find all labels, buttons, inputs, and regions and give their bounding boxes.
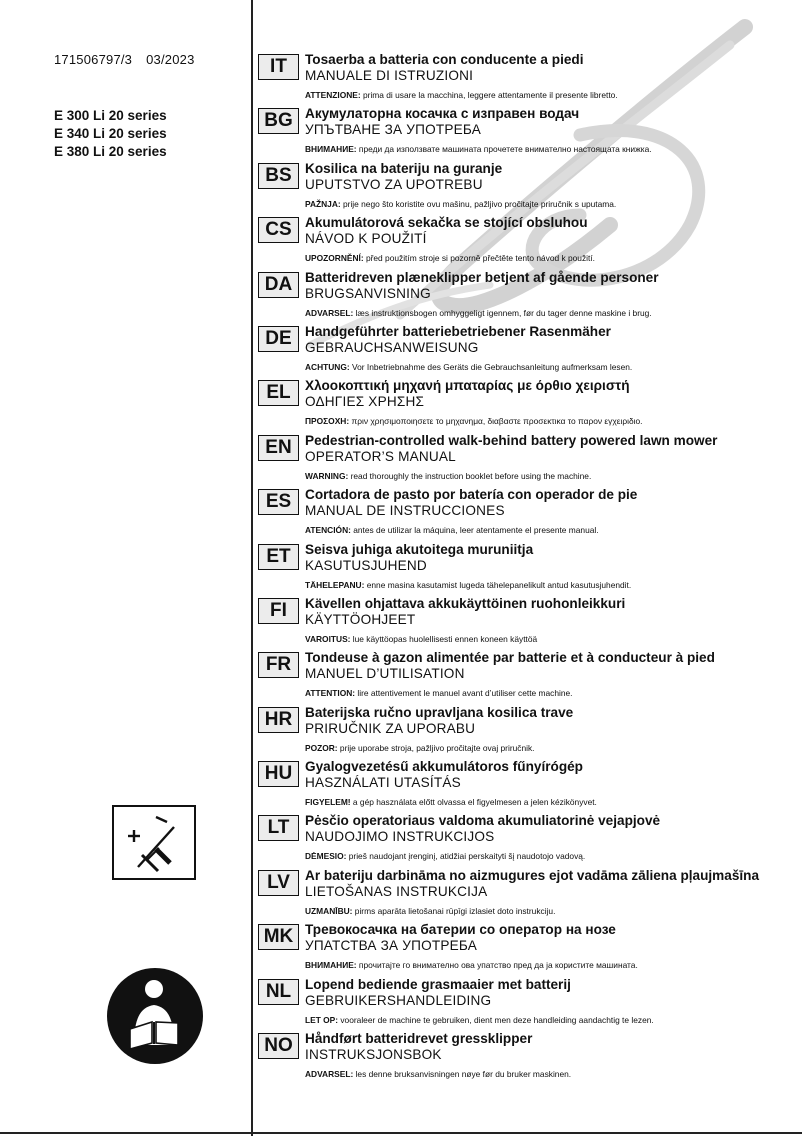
language-entry bbox=[258, 542, 798, 596]
warning-text: Vor Inbetriebnahme des Geräts die Gebrauchsanleitung aufmerksam lesen. bbox=[349, 361, 633, 372]
language-entry bbox=[258, 596, 798, 650]
warning-line bbox=[305, 1015, 654, 1026]
warning-text: прочитајте го внимателно ова упатство пред да ја користите машината. bbox=[356, 960, 638, 971]
language-entry bbox=[258, 813, 798, 867]
warning-label: FIGYELEM! bbox=[305, 797, 351, 808]
product-title: Gyalogvezetésű akkumulátoros fűnyírógép bbox=[305, 759, 583, 775]
language-code-box: DE bbox=[258, 326, 299, 352]
language-entry bbox=[258, 433, 798, 487]
language-entry bbox=[258, 650, 798, 704]
warning-line bbox=[305, 906, 555, 917]
warning-line bbox=[305, 471, 591, 482]
warning-text: преди да използвате машината прочетете внимателно настоящата книжка. bbox=[356, 144, 652, 155]
warning-text: prije uporabe stroja, pažljivo pročitajte ovaj priručnik. bbox=[337, 742, 535, 753]
warning-text: πριν χρησιμοποιησετε το μηχανημα, διαβαστε προσεκτικα το παρον εγχειριδιο. bbox=[349, 416, 643, 427]
language-code-box: HU bbox=[258, 761, 299, 787]
warning-line bbox=[305, 144, 652, 155]
bottom-divider bbox=[0, 1132, 802, 1134]
warning-label: PAŽNJA: bbox=[305, 198, 341, 209]
language-entry bbox=[258, 378, 798, 432]
manual-title: MANUALE DI ISTRUZIONI bbox=[305, 68, 474, 83]
language-entry bbox=[258, 705, 798, 759]
manual-title: KÄYTTÖOHJEET bbox=[305, 611, 416, 627]
warning-label: ADVARSEL: bbox=[305, 307, 354, 318]
warning-label: ACHTUNG: bbox=[305, 361, 350, 372]
language-code-box: EL bbox=[258, 380, 299, 406]
warning-line bbox=[305, 743, 535, 754]
manual-title: PRIRUČNIK ZA UPORABU bbox=[305, 720, 476, 736]
warning-text: prieš naudojant įrenginį, atidžiai perskaityti šį naudotojo vadovą. bbox=[346, 851, 586, 862]
language-entry bbox=[258, 868, 798, 922]
language-code-box: BS bbox=[258, 163, 299, 189]
manual-title: УПЪТВАНЕ ЗА УПОТРЕБА bbox=[305, 122, 481, 138]
warning-line bbox=[305, 851, 585, 862]
language-entry bbox=[258, 922, 798, 976]
warning-label: UZMANĪBU: bbox=[305, 905, 353, 916]
language-code-box: FI bbox=[258, 598, 299, 624]
manual-title: MANUEL D’UTILISATION bbox=[305, 666, 465, 682]
warning-label: WARNING: bbox=[305, 470, 349, 481]
product-title: Håndført batteridrevet gressklipper bbox=[305, 1031, 533, 1047]
product-title: Kosilica na bateriju na guranje bbox=[305, 160, 503, 176]
document-code-line bbox=[54, 52, 209, 67]
warning-text: læs instruktionsbogen omhyggeligt igennem, før du tager denne maskine i brug. bbox=[353, 307, 652, 318]
language-entry bbox=[258, 52, 798, 106]
language-code-box: NO bbox=[258, 1033, 299, 1059]
warning-label: ADVARSEL: bbox=[305, 1069, 354, 1080]
language-code-box: LT bbox=[258, 815, 299, 841]
warning-line bbox=[305, 199, 616, 210]
warning-text: enne masina kasutamist lugeda tähelepanelikult antud kasutusjuhendit. bbox=[364, 579, 632, 590]
product-title: Ar bateriju darbināma no aizmugures ejot vadāma zāliena pļaujmašīna bbox=[305, 867, 760, 883]
language-code-box: DA bbox=[258, 272, 299, 298]
manual-title: OPERATOR’S MANUAL bbox=[305, 448, 456, 464]
manual-title: INSTRUKSJONSBOK bbox=[305, 1047, 442, 1063]
language-entry bbox=[258, 161, 798, 215]
manual-title: UPUTSTVO ZA UPOTREBU bbox=[305, 176, 483, 192]
product-title: Handgeführter batteriebetriebener Rasenmäher bbox=[305, 323, 611, 339]
language-code-box: ES bbox=[258, 489, 299, 515]
read-manual-icon bbox=[106, 967, 204, 1065]
warning-line bbox=[305, 253, 595, 264]
product-title: Lopend bediende grasmaaier met batterij bbox=[305, 976, 571, 992]
warning-text: antes de utilizar la máquina, leer atentamente el presente manual. bbox=[350, 525, 599, 536]
warning-label: TÄHELEPANU: bbox=[305, 579, 365, 590]
warning-line bbox=[305, 362, 632, 373]
language-code-box: EN bbox=[258, 435, 299, 461]
warning-label: ATENCIÓN: bbox=[305, 525, 351, 536]
warning-label: UPOZORNĚNÍ: bbox=[305, 253, 364, 264]
warning-line bbox=[305, 960, 638, 971]
language-entry bbox=[258, 106, 798, 160]
language-code-box: CS bbox=[258, 217, 299, 243]
warning-label: DĖMESIO: bbox=[305, 851, 347, 862]
language-code-box: NL bbox=[258, 979, 299, 1005]
manual-title: УПАТСТВА ЗА УПОТРЕБА bbox=[305, 938, 478, 954]
product-title: Batteridreven plæneklipper betjent af gående personer bbox=[305, 269, 659, 285]
language-entry bbox=[258, 759, 798, 813]
manual-title: BRUGSANVISNING bbox=[305, 285, 431, 301]
manual-title: NAUDOJIMO INSTRUKCIJOS bbox=[305, 829, 495, 845]
document-code: 171506797/3 bbox=[54, 52, 133, 67]
warning-label: POZOR: bbox=[305, 742, 338, 753]
product-title: Pedestrian-controlled walk-behind battery powered lawn mower bbox=[305, 432, 718, 448]
warning-line bbox=[305, 688, 573, 699]
manual-title: ΟΔΗΓΙΕΣ ΧΡΗΣΗΣ bbox=[305, 394, 425, 410]
manual-title: KASUTUSJUHEND bbox=[305, 557, 427, 573]
manual-title: GEBRUIKERSHANDLEIDING bbox=[305, 992, 492, 1008]
warning-line bbox=[305, 580, 631, 591]
language-entry bbox=[258, 215, 798, 269]
language-code-box: IT bbox=[258, 54, 299, 80]
model-list bbox=[54, 107, 167, 161]
warning-label: ВНИМАНИЕ: bbox=[305, 144, 357, 155]
warning-text: vooraleer de machine te gebruiken, dient men deze handleiding aandachtig te lezen. bbox=[338, 1014, 654, 1025]
product-title: Akumulátorová sekačka se stojící obsluhou bbox=[305, 215, 588, 231]
language-code-box: HR bbox=[258, 707, 299, 733]
warning-text: a gép használata előtt olvassa el figyelmesen a jelen kézikönyvet. bbox=[350, 797, 597, 808]
warning-line bbox=[305, 797, 597, 808]
warning-label: ATTENZIONE: bbox=[305, 90, 361, 100]
product-title: Tosaerba a batteria con conducente a piedi bbox=[305, 52, 584, 67]
warning-line bbox=[305, 1069, 571, 1080]
language-entry bbox=[258, 1031, 798, 1085]
product-title: Kävellen ohjattava akkukäyttöinen ruohonleikkuri bbox=[305, 595, 626, 611]
warning-label: VAROITUS: bbox=[305, 633, 351, 644]
warning-line bbox=[305, 525, 599, 536]
warning-label: LET OP: bbox=[305, 1014, 339, 1025]
warning-line bbox=[305, 634, 537, 645]
warning-text: prije nego što koristite ovu mašinu, pažljivo pročitajte priručnik s uputama. bbox=[340, 198, 617, 209]
warning-text: před použitím stroje si pozorně přečtěte tento návod k použití. bbox=[363, 253, 595, 264]
product-title: Pėsčio operatoriaus valdoma akumuliatorinė vejapjovė bbox=[305, 813, 661, 829]
warning-label: ATTENTION: bbox=[305, 688, 356, 699]
language-list bbox=[258, 52, 798, 1085]
language-entry bbox=[258, 324, 798, 378]
model-name: E 380 Li 20 series bbox=[54, 144, 167, 159]
product-title: Акумулаторна косачка с изправен водач bbox=[305, 106, 580, 122]
warning-line bbox=[305, 308, 652, 319]
model-name: E 300 Li 20 series bbox=[54, 108, 167, 123]
warning-text: pirms aparāta lietošanai rūpīgi izlasiet doto instrukciju. bbox=[352, 905, 556, 916]
language-code-box: BG bbox=[258, 108, 299, 134]
warning-text: lire attentivement le manuel avant d’utiliser cette machine. bbox=[355, 688, 573, 699]
warning-line bbox=[305, 90, 618, 101]
model-name: E 340 Li 20 series bbox=[54, 126, 167, 141]
document-date: 03/2023 bbox=[146, 52, 195, 67]
language-code-box: FR bbox=[258, 652, 299, 678]
product-title: Tondeuse à gazon alimentée par batterie et à conducteur à pied bbox=[305, 650, 715, 666]
warning-text: les denne bruksanvisningen nøye før du bruker maskinen. bbox=[353, 1069, 572, 1080]
language-entry bbox=[258, 487, 798, 541]
language-code-box: LV bbox=[258, 870, 299, 896]
language-entry bbox=[258, 270, 798, 324]
warning-text: lue käyttöopas huolellisesti ennen koneen käyttöä bbox=[350, 633, 538, 644]
warning-text: read thoroughly the instruction booklet before using the machine. bbox=[348, 470, 592, 481]
product-title: Baterijska ručno upravljana kosilica trave bbox=[305, 704, 574, 720]
manual-title: GEBRAUCHSANWEISUNG bbox=[305, 339, 479, 355]
manual-title: LIETOŠANAS INSTRUKCIJA bbox=[305, 883, 488, 899]
product-title: Cortadora de pasto por batería con operador de pie bbox=[305, 487, 638, 503]
manual-title: HASZNÁLATI UTASÍTÁS bbox=[305, 775, 461, 791]
manual-title: NÁVOD K POUŽITÍ bbox=[305, 231, 427, 247]
warning-text: prima di usare la macchina, leggere attentamente il presente libretto. bbox=[360, 90, 618, 100]
language-entry bbox=[258, 977, 798, 1031]
warning-label: ВНИМАНИЕ: bbox=[305, 960, 357, 971]
language-code-box: MK bbox=[258, 924, 299, 950]
product-title: Χλοοκοπτική μηχανή μπαταρίας με όρθιο χειριστή bbox=[305, 378, 630, 394]
warning-line bbox=[305, 416, 642, 427]
language-code-box: ET bbox=[258, 544, 299, 570]
product-title: Seisva juhiga akutoitega muruniitja bbox=[305, 541, 534, 557]
battery-polarity-icon bbox=[112, 805, 196, 880]
product-title: Тревокосачка на батерии со оператор на нозе bbox=[305, 922, 616, 938]
warning-label: ΠΡΟΣΟΧΗ: bbox=[305, 416, 350, 427]
manual-title: MANUAL DE INSTRUCCIONES bbox=[305, 503, 505, 519]
